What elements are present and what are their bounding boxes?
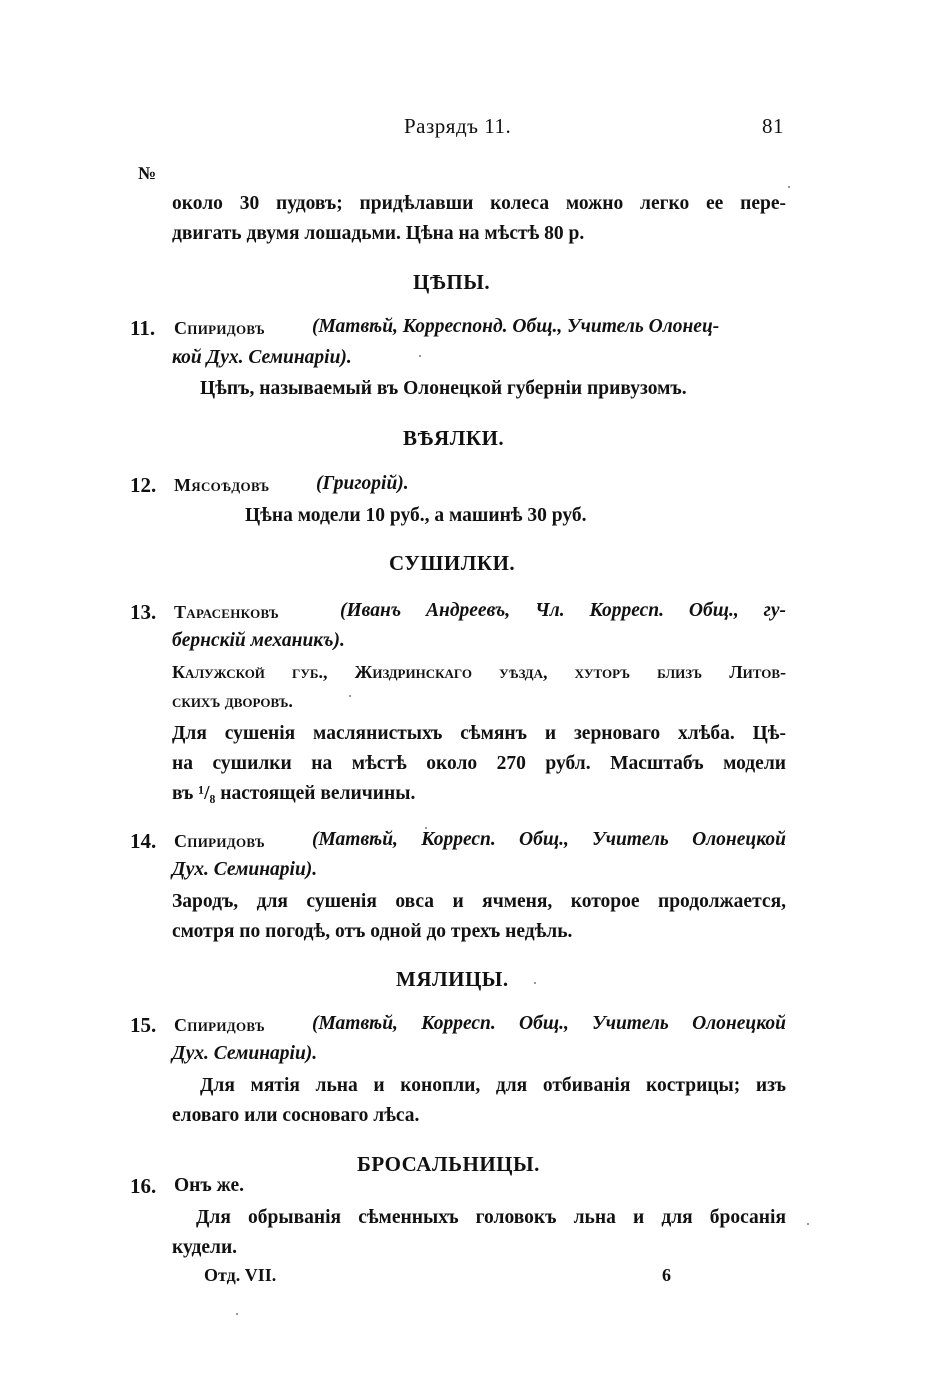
entry-14-description-2: смотря по погодѣ, отъ одной до трехъ недѣль. [172, 921, 573, 942]
entry-14-description-1: Зародъ, для сушенія овса и ячменя, которое продолжается, [172, 891, 786, 912]
footer-sheet-number: 6 [662, 1265, 671, 1285]
entry-15-details-2: Дух. Семинаріи). [172, 1043, 318, 1064]
entry-13-place-2: скихъ дворовъ. [172, 691, 293, 711]
entry-15-description-1: Для мятія льна и конопли, для отбиванія кострицы; изъ [200, 1075, 786, 1096]
print-speck [788, 186, 790, 188]
entry-12-description: Цѣна модели 10 руб., а машинѣ 30 руб. [245, 505, 587, 526]
entry-15-name: Спиридовъ [174, 1015, 265, 1035]
entry-11-details-2: кой Дух. Семинаріи). [172, 347, 352, 368]
continuation-line-2: двигать двумя лошадьми. Цѣна на мѣстѣ 80 р. [172, 223, 585, 244]
entry-13-place-1: Калужской губ., Жиздринскаго уѣзда, хуторъ близъ Литов- [172, 662, 786, 682]
entry-13-details-1: (Иванъ Андреевъ, Чл. Корресп. Общ., гу- [340, 600, 786, 621]
print-speck [807, 1223, 809, 1225]
continuation-line-1: около 30 пудовъ; придѣлавши колеса можно легко ее пере- [172, 193, 786, 214]
section-heading-sushilki: СУШИЛКИ. [389, 551, 516, 575]
entry-13-number: 13. [130, 600, 157, 624]
entry-13-description-3: въ ¹/₈ настоящей величины. [172, 783, 416, 804]
entry-12-number: 12. [130, 473, 157, 497]
entry-13-name: Тарасенковъ [174, 602, 280, 622]
section-heading-tsepy: ЦѢПЫ. [413, 270, 491, 294]
entry-15-details-1: (Матвѣй, Корресп. Общ., Учитель Олонецкой [312, 1013, 786, 1034]
print-speck [349, 695, 351, 697]
entry-14-name: Спиридовъ [174, 831, 265, 851]
entry-12-details: (Григорій). [316, 473, 409, 494]
number-mark: № [138, 163, 157, 183]
entry-11-number: 11. [130, 316, 156, 340]
entry-13-description-1: Для сушенія маслянистыхъ сѣмянъ и зерноваго хлѣба. Цѣ- [172, 723, 786, 744]
entry-14-details-2: Дух. Семинаріи). [172, 859, 318, 880]
print-speck [419, 355, 421, 357]
section-heading-veyalki: ВѢЯЛКИ. [403, 426, 505, 450]
section-heading-brosalnitsy: БРОСАЛЬНИЦЫ. [357, 1152, 540, 1176]
print-speck [534, 982, 536, 984]
entry-11-name: Спиридовъ [174, 318, 265, 338]
entry-14-details-1: (Матвѣй, Корресп. Общ., Учитель Олонецкой [312, 829, 786, 850]
footer-signature: Отд. VII. [204, 1265, 277, 1285]
entry-11-description: Цѣпъ, называемый въ Олонецкой губерніи привузомъ. [200, 378, 687, 399]
print-speck [425, 827, 427, 829]
entry-16-description-2: кудели. [172, 1237, 238, 1258]
entry-11-details-1: (Матвѣй, Корреспонд. Общ., Учитель Олонец- [312, 316, 720, 337]
entry-15-number: 15. [130, 1013, 157, 1037]
entry-13-details-2: бернскій механикъ). [172, 630, 345, 651]
page-number: 81 [762, 114, 784, 138]
print-speck [236, 1313, 238, 1315]
entry-13-description-2: на сушилки на мѣстѣ около 270 рубл. Масштабъ модели [172, 753, 786, 774]
running-title: Разрядъ 11. [404, 114, 512, 138]
entry-14-number: 14. [130, 829, 157, 853]
section-heading-myalitsy: МЯЛИЦЫ. [396, 967, 509, 991]
entry-16-number: 16. [130, 1174, 157, 1198]
entry-16-description-1: Для обрыванія сѣменныхъ головокъ льна и для бросанія [196, 1207, 786, 1228]
entry-16-name: Онъ же. [174, 1175, 245, 1196]
entry-12-name: Мясоѣдовъ [174, 475, 270, 495]
entry-15-description-2: еловаго или сосноваго лѣса. [172, 1105, 420, 1126]
